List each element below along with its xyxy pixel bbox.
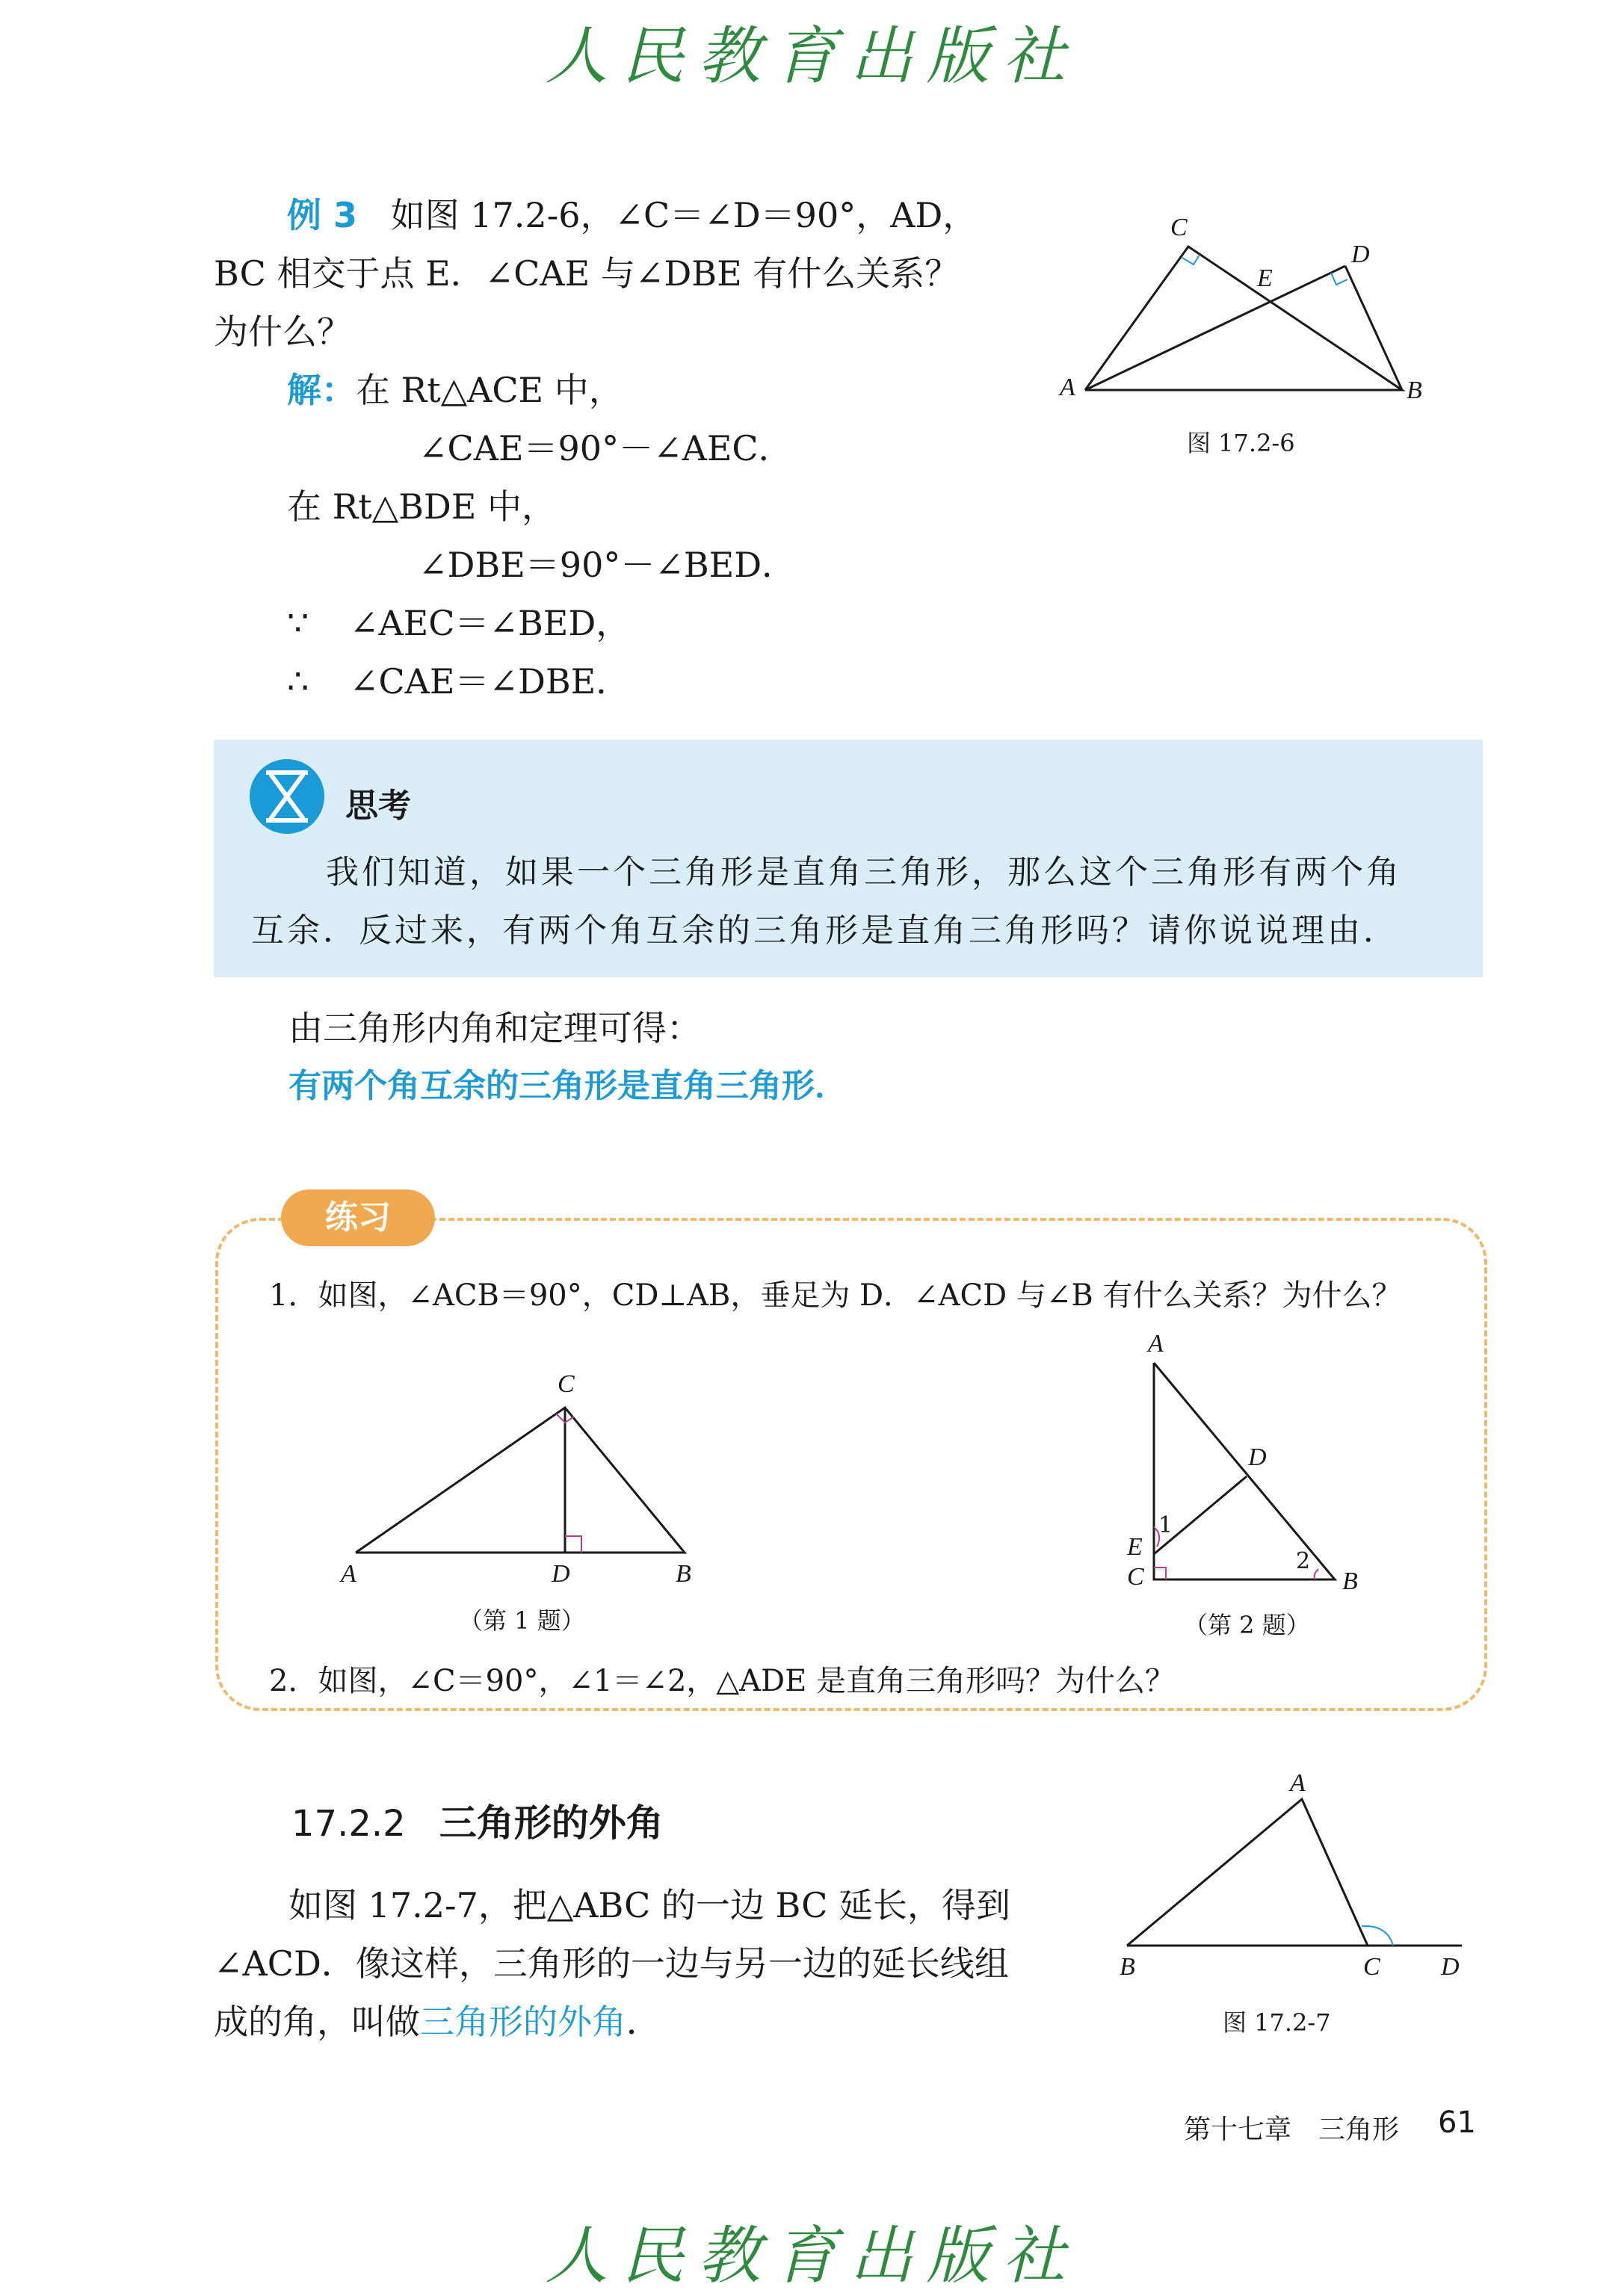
- section-number: 17.2.2: [291, 1803, 406, 1845]
- solution-text-1: 在 Rt△ACE 中，: [356, 370, 623, 410]
- p1-caption: （第 1 题）: [459, 1606, 585, 1635]
- publisher-logo-bottom: 人民教育出版社: [545, 2219, 1079, 2292]
- section-line-3-pre: 成的角，叫做: [214, 2002, 420, 2042]
- fig6-label-d: D: [1351, 241, 1370, 268]
- example-3-line-3: 为什么？: [214, 312, 351, 352]
- p2-label-a: A: [1148, 1330, 1164, 1358]
- section-line-3-post: ．: [626, 2002, 661, 2042]
- p2-caption: （第 2 题）: [1184, 1611, 1310, 1639]
- footer-chapter: 第十七章 三角形: [1184, 2114, 1400, 2145]
- conclusion-line-1: 由三角形内角和定理可得：: [288, 1008, 701, 1048]
- solution-line-3: 在 Rt△BDE 中，: [287, 486, 557, 527]
- p1-label-c: C: [558, 1370, 575, 1398]
- solution-label: 解：: [287, 370, 356, 410]
- fig6-label-e: E: [1257, 264, 1273, 292]
- p2-label-d: D: [1248, 1443, 1267, 1471]
- p2-label-b: B: [1342, 1568, 1358, 1595]
- conclusion-theorem: 有两个角互余的三角形是直角三角形．: [288, 1067, 847, 1105]
- p2-label-e: E: [1127, 1533, 1143, 1561]
- fig7-label-d: D: [1441, 1953, 1460, 1981]
- think-title: 思考: [345, 787, 411, 825]
- solution-text-5: ∠AEC＝∠BED，: [349, 603, 631, 643]
- fig6-label-a: A: [1060, 374, 1075, 401]
- fig7-label-b: B: [1120, 1953, 1135, 1981]
- section-line-2: ∠ACD．像这样，三角形的一边与另一边的延长线组: [214, 1943, 1009, 1984]
- fig6-caption: 图 17.2-6: [1187, 429, 1295, 457]
- solution-line-2: ∠CAE＝90°－∠AEC．: [419, 428, 793, 468]
- think-line-1: 我们知道，如果一个三角形是直角三角形，那么这个三角形有两个角: [326, 853, 1402, 891]
- exterior-angle-term: 三角形的外角: [420, 2002, 626, 2042]
- section-line-1: 如图 17.2-7，把△ABC 的一边 BC 延长，得到: [288, 1885, 1011, 1925]
- p2-angle-2: 2: [1296, 1548, 1311, 1574]
- fig7-label-a: A: [1290, 1769, 1306, 1797]
- example-label: 例 3: [287, 195, 358, 235]
- solution-text-6: ∠CAE＝∠DBE．: [349, 661, 631, 702]
- fig7-caption: 图 17.2-7: [1223, 2008, 1331, 2037]
- think-line-2: 互余．反过来，有两个角互余的三角形是直角三角形吗？请你说说理由．: [251, 912, 1399, 950]
- practice-question-1: 1．如图，∠ACB＝90°，CD⊥AB，垂足为 D．∠ACD 与∠B 有什么关系？为什么？: [269, 1278, 1402, 1313]
- p1-label-b: B: [676, 1560, 691, 1588]
- fig6-label-c: C: [1170, 214, 1188, 241]
- page-number: 61: [1438, 2105, 1476, 2140]
- section-title: 三角形的外角: [439, 1801, 664, 1845]
- fig7-label-c: C: [1363, 1953, 1380, 1981]
- publisher-logo-top: 人民教育出版社: [545, 19, 1079, 93]
- practice-question-2: 2．如图，∠C＝90°，∠1＝∠2，△ADE 是直角三角形吗？为什么？: [269, 1664, 1176, 1698]
- p1-label-d: D: [552, 1560, 570, 1588]
- fig6-label-b: B: [1407, 377, 1422, 404]
- example-text: 如图 17.2-6，∠C＝∠D＝90°，AD，: [390, 195, 978, 235]
- because-symbol: ∵: [287, 603, 309, 643]
- p1-label-a: A: [341, 1560, 356, 1588]
- p2-label-c: C: [1127, 1563, 1144, 1591]
- p2-angle-1: 1: [1158, 1512, 1173, 1538]
- practice-tab: 练习: [281, 1189, 435, 1246]
- therefore-symbol: ∴: [287, 661, 309, 702]
- solution-line-4: ∠DBE＝90°－∠BED．: [419, 545, 797, 585]
- example-3-line-2: BC 相交于点 E．∠CAE 与∠DBE 有什么关系？: [214, 253, 960, 294]
